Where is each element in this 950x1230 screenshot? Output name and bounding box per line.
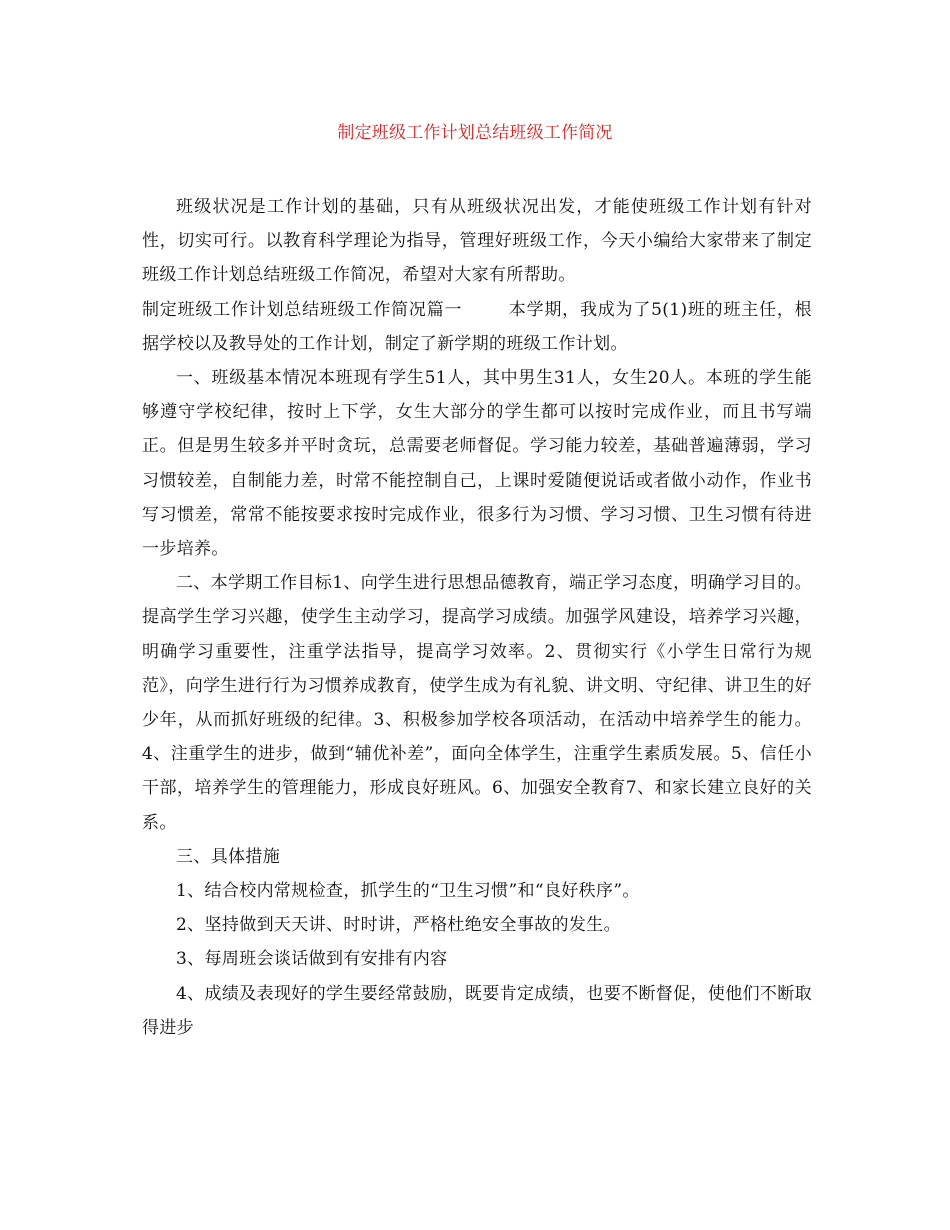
measure-item-1: 1、结合校内常规检查，抓学生的“卫生习惯”和“良好秩序”。 [176, 881, 640, 902]
goals-paragraph: 二、本学期工作目标1、向学生进行思想品德教育，端正学习态度，明确学习目的。提高学生学习兴趣，使学生主动学习，提高学习成绩。加强学风建设，培养学习兴趣，明确学习重要性，注重学法指导，提高学习效率。2、贯彻实行《小学生日常行为规范》，向学生进行行为习惯养成教育，使学生成为有礼貌、讲文明、守纪律、讲卫生的好少年，从而抓好班级的纪律。3、积极参加学校各项活动，在活动中培养学生的能力。4、注重学生的进步，做到“辅优补差”，面向全体学生，注重学生素质发展。5、信任小干部，培养学生的管理能力，形成良好班风。6、加强安全教育7、和家长建立良好的关系。 [142, 573, 812, 833]
intro-paragraph: 班级状况是工作计划的基础，只有从班级状况出发，才能使班级工作计划有针对性，切实可行。以教育科学理论为指导，管理好班级工作，今天小编给大家带来了制定班级工作计划总结班级工作简况，希望对大家有所帮助。 [142, 197, 812, 286]
measure-item-3: 3、每周班会谈话做到有安排有内容 [176, 949, 448, 970]
measure-item-4: 4、成绩及表现好的学生要经常鼓励，既要肯定成绩，也要不断督促，使他们不断取得进步 [142, 983, 812, 1038]
measures-heading: 三、具体措施 [176, 846, 281, 867]
document-title: 制定班级工作计划总结班级工作简况 [337, 123, 613, 143]
section-paragraph [142, 293, 812, 361]
section-heading: 制定班级工作计划总结班级工作简况篇一 [142, 299, 463, 320]
section-text: 本学期，我成为了5(1)班的班主任，根据学校以及教导处的工作计划，制定了新学期的班级工作计划。 [142, 299, 812, 354]
class-situation-paragraph: 一、班级基本情况本班现有学生51人，其中男生31人，女生20人。本班的学生能够遵守学校纪律，按时上下学，女生大部分的学生都可以按时完成作业，而且书写端正。但是男生较多并平时贪玩，总需要老师督促。学习能力较差，基础普遍薄弱，学习习惯较差，自制能力差，时常不能控制自己，上课时爱随便说话或者做小动作，作业书写习惯差，常常不能按要求按时完成作业，很多行为习惯、学习习惯、卫生习惯有待进一步培养。 [142, 368, 812, 560]
measure-item-2: 2、坚持做到天天讲、时时讲，严格杜绝安全事故的发生。 [176, 915, 621, 936]
document-body [142, 190, 812, 1045]
